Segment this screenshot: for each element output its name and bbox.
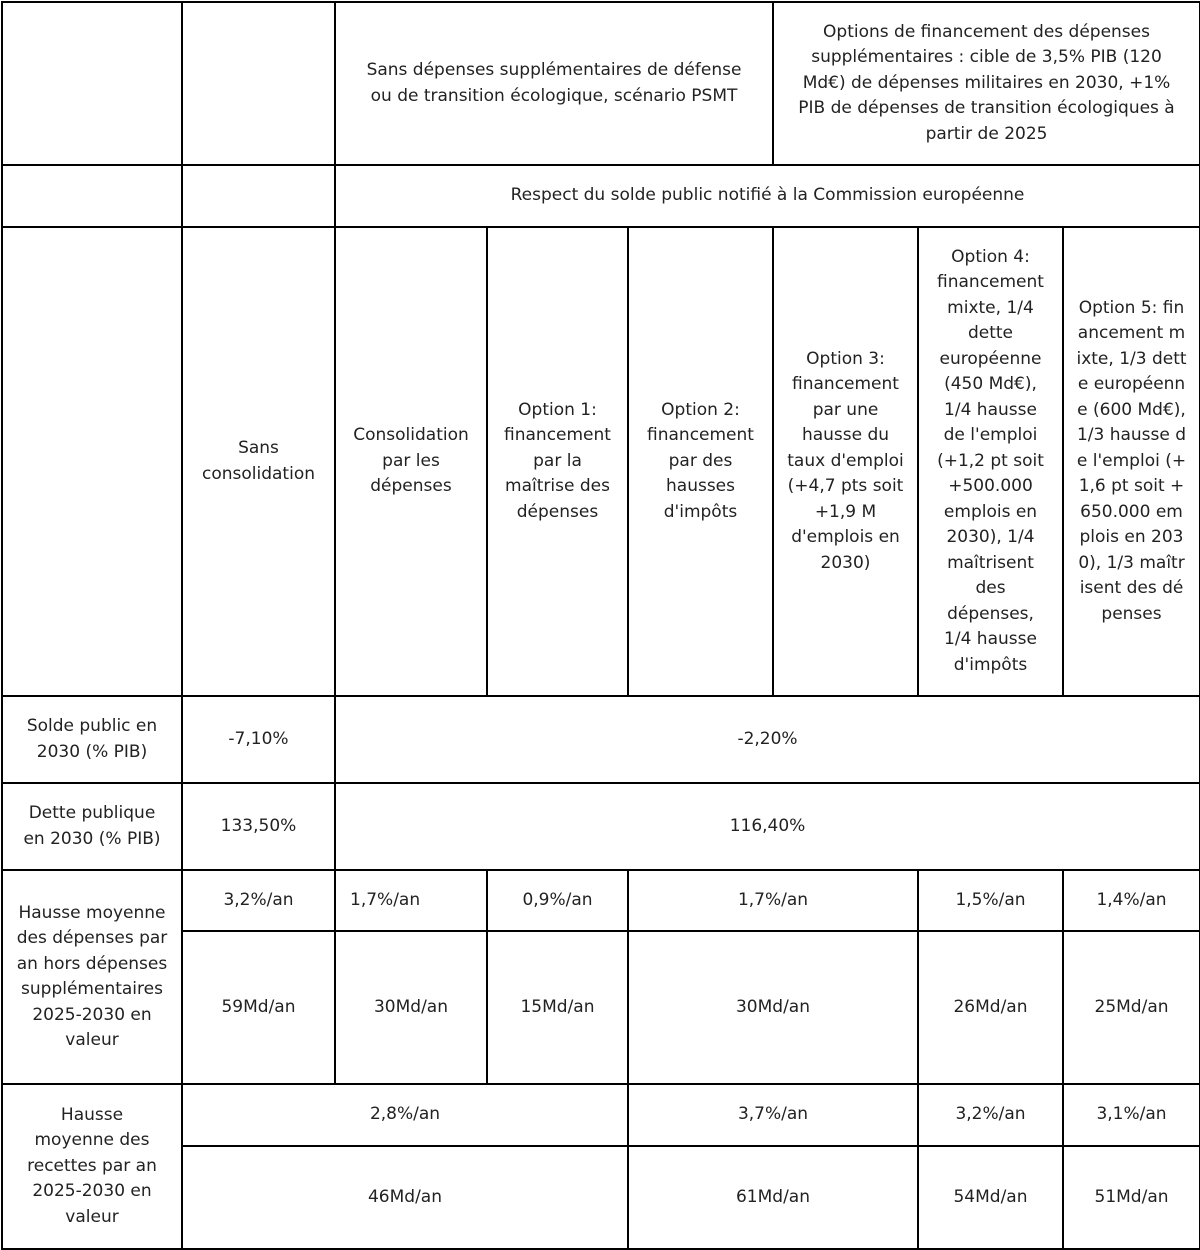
empty-header-cell [182,165,335,227]
col-header-sans-consolidation: Sans consolidation [182,227,335,696]
cell-depenses-md-option5: 25Md/an [1063,931,1200,1084]
cell-dette-options: 116,40% [335,783,1200,870]
cell-depenses-pct-consolidation: 1,7%/an [335,870,487,931]
cell-depenses-md-option4: 26Md/an [918,931,1063,1084]
row-label-recettes: Hausse moyenne des recettes par an 2025-2030 en valeur [2,1084,182,1249]
cell-dette-sans-consolidation: 133,50% [182,783,335,870]
col-header-option4: Option 4: financement mixte, 1/4 dette européenne (450 Md€), 1/4 hausse de l'emploi (+1,2 pt soit +500.000 emplois en 2030), 1/4 maîtrisent des dépenses, 1/4 hausse d'impôts [918,227,1063,696]
cell-recettes-pct-option2-3: 3,7%/an [628,1084,918,1146]
empty-corner-cell [2,165,182,227]
table-row-depenses-pct [2,870,1200,931]
header-row-respect [2,165,1200,227]
cell-depenses-md-consolidation: 30Md/an [335,931,487,1084]
empty-header-cell [182,2,335,165]
cell-depenses-md-option1: 15Md/an [487,931,628,1084]
cell-solde-options: -2,20% [335,696,1200,783]
table-row-solde [2,696,1200,783]
empty-corner-cell [2,2,182,165]
col-header-option5: Option 5: financement mixte, 1/3 dette européenne (600 Md€), 1/3 hausse de l'emploi (+1,6 pt soit +650.000 emplois en 2030), 1/3 maîtrisent des dépenses [1063,227,1200,696]
row-label-dette: Dette publique en 2030 (% PIB) [2,783,182,870]
cell-depenses-pct-option4: 1,5%/an [918,870,1063,931]
table-row-depenses-md [2,931,1200,1084]
cell-depenses-pct-sans-consolidation: 3,2%/an [182,870,335,931]
cell-depenses-pct-option1: 0,9%/an [487,870,628,931]
row-label-solde: Solde public en 2030 (% PIB) [2,696,182,783]
empty-corner-cell [2,227,182,696]
col-header-option2: Option 2: financement par des hausses d'impôts [628,227,773,696]
cell-recettes-pct-base: 2,8%/an [182,1084,628,1146]
cell-recettes-pct-option4: 3,2%/an [918,1084,1063,1146]
cell-depenses-pct-option5: 1,4%/an [1063,870,1200,931]
row-label-depenses: Hausse moyenne des dépenses par an hors dépenses supplémentaires 2025-2030 en valeur [2,870,182,1084]
cell-solde-sans-consolidation: -7,10% [182,696,335,783]
col-header-option3: Option 3: financement par une hausse du taux d'emploi (+4,7 pts soit +1,9 M d'emplois en 2030) [773,227,918,696]
col-header-consolidation-depenses: Consolidation par les dépenses [335,227,487,696]
financing-options-table [1,1,1200,1250]
header-row-scenarios [2,2,1200,165]
cell-depenses-md-option2-3: 30Md/an [628,931,918,1084]
header-scenario-options: Options de financement des dépenses supplémentaires : cible de 3,5% PIB (120 Md€) de dépenses militaires en 2030, +1% PIB de dépenses de transition écologiques à partir de 2025 [773,2,1200,165]
cell-recettes-md-base: 46Md/an [182,1146,628,1249]
cell-recettes-md-option5: 51Md/an [1063,1146,1200,1249]
table-row-recettes-md [2,1146,1200,1249]
cell-recettes-md-option2-3: 61Md/an [628,1146,918,1249]
cell-recettes-md-option4: 54Md/an [918,1146,1063,1249]
table-row-dette [2,783,1200,870]
table-row-recettes-pct [2,1084,1200,1146]
col-header-option1: Option 1: financement par la maîtrise des dépenses [487,227,628,696]
cell-recettes-pct-option5: 3,1%/an [1063,1084,1200,1146]
header-row-columns [2,227,1200,696]
cell-depenses-pct-option2-3: 1,7%/an [628,870,918,931]
header-respect-solde: Respect du solde public notifié à la Commission européenne [335,165,1200,227]
cell-depenses-md-sans-consolidation: 59Md/an [182,931,335,1084]
header-scenario-base: Sans dépenses supplémentaires de défense ou de transition écologique, scénario PSMT [335,2,773,165]
